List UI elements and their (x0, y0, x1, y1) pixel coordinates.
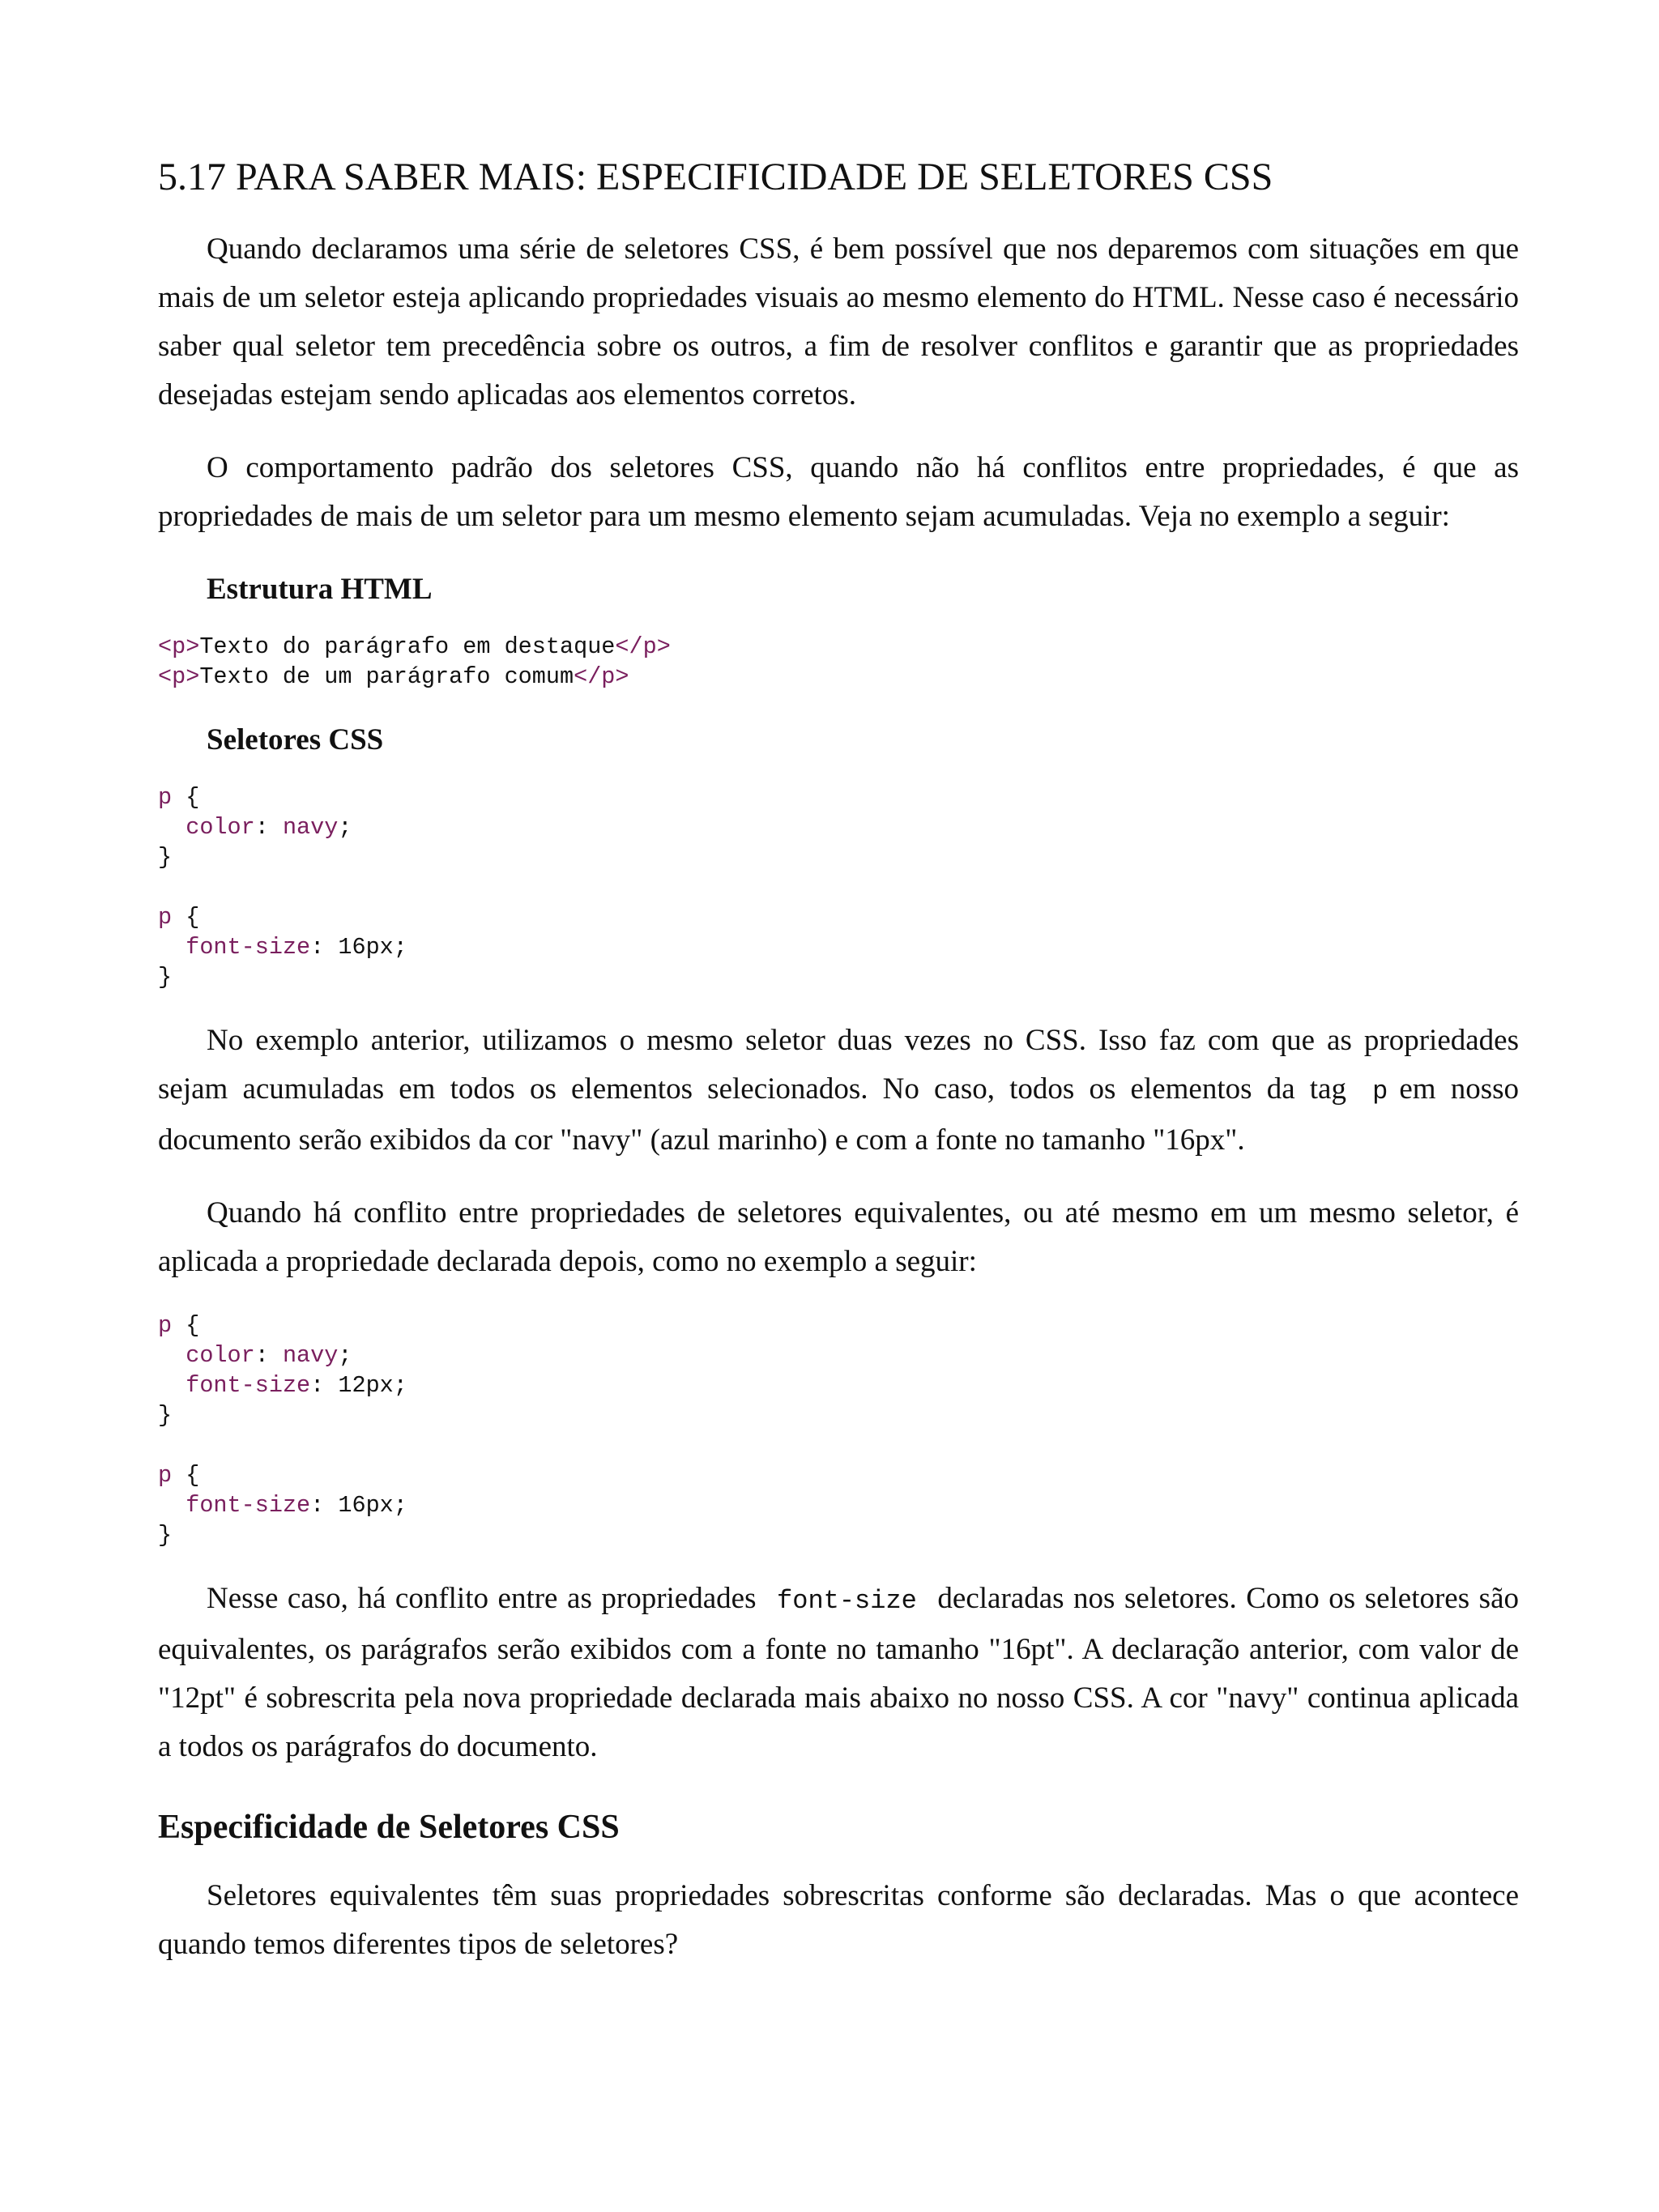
code-text: Texto de um parágrafo comum (199, 663, 574, 690)
code-value: 16px (338, 933, 394, 961)
paragraph-text: em nosso documento serão exibidos da cor "navy" (azul marinho) e com a fonte no tamanho "16px". (158, 1072, 1519, 1157)
code-selector: p (158, 1311, 173, 1339)
code-selector: p (158, 783, 173, 811)
paragraph-text: declaradas nos seletores. Como os seletores são equivalentes, os parágrafos serão exibidos com a fonte no tamanho "16pt". A declaração anterior, com valor de "12pt" é sobrescrita pela nova propriedade declarada mais abaixo no nosso CSS. A cor "navy" continua aplicada a todos os parágrafos do documento. (158, 1581, 1519, 1763)
code-block-css-example-1: p { color: navy; } p { font-size: 16px; } (158, 783, 407, 991)
code-text: Texto do parágrafo em destaque (199, 633, 616, 660)
code-block-css-example-2: p { color: navy; font-size: 12px; } p { font-size: 16px; } (158, 1311, 407, 1549)
code-property: font-size (186, 1371, 311, 1399)
label-css-selectors: Seletores CSS (207, 722, 384, 757)
code-value: navy (282, 813, 339, 841)
paragraph-text: No exemplo anterior, utilizamos o mesmo seletor duas vezes no CSS. Isso faz com que as propriedades sejam acumuladas em todos os elementos selecionados. No caso, todos os elementos da tag (158, 1023, 1519, 1106)
paragraph-intro: Quando declaramos uma série de seletores CSS, é bem possível que nos deparemos com situações em que mais de um seletor esteja aplicando propriedades visuais ao mesmo elemento do HTML. Nesse caso é necessário saber qual seletor tem precedência sobre os outros, a fim de resolver conflitos e garantir que as propriedades desejadas estejam sendo aplicadas aos elementos corretos. (158, 232, 1519, 411)
inline-code-p: p (1372, 1076, 1388, 1106)
code-selector: p (158, 903, 173, 931)
paragraph-override (158, 1575, 1519, 1771)
section-title: 5.17 PARA SABER MAIS: ESPECIFICIDADE DE SELETORES CSS (158, 156, 1273, 198)
paragraph-specificity: Seletores equivalentes têm suas propriedades sobrescritas conforme são declaradas. Mas o que acontece quando temos diferentes tipos de seletores? (158, 1878, 1519, 1961)
paragraph-conflict: Quando há conflito entre propriedades de seletores equivalentes, ou até mesmo em um mesmo seletor, é aplicada a propriedade declarada depois, como no exemplo a seguir: (158, 1196, 1519, 1278)
code-tag-open: <p> (158, 663, 200, 690)
inline-code-font-size: font-size (777, 1585, 917, 1616)
code-tag-close: </p> (615, 633, 671, 660)
code-value: 16px (338, 1491, 394, 1519)
code-property: font-size (186, 933, 311, 961)
code-value: navy (282, 1341, 339, 1369)
document-page (158, 154, 1519, 1993)
code-selector: p (158, 1461, 173, 1489)
code-value: 12px (338, 1371, 394, 1399)
code-property: font-size (186, 1491, 311, 1519)
paragraph-text: Nesse caso, há conflito entre as propriedades (207, 1581, 757, 1615)
code-tag-close: </p> (574, 663, 629, 690)
label-html-structure: Estrutura HTML (207, 572, 433, 606)
code-property: color (186, 813, 255, 841)
subsection-title: Especificidade de Seletores CSS (158, 1808, 620, 1846)
code-property: color (186, 1341, 255, 1369)
code-block-html-example (158, 632, 1519, 692)
paragraph-accumulated (158, 1016, 1519, 1165)
code-tag-open: <p> (158, 633, 200, 660)
paragraph-default-behavior: O comportamento padrão dos seletores CSS, quando não há conflitos entre propriedades, é que as propriedades de mais de um seletor para um mesmo elemento sejam acumuladas. Veja no exemplo a seguir: (158, 450, 1519, 533)
